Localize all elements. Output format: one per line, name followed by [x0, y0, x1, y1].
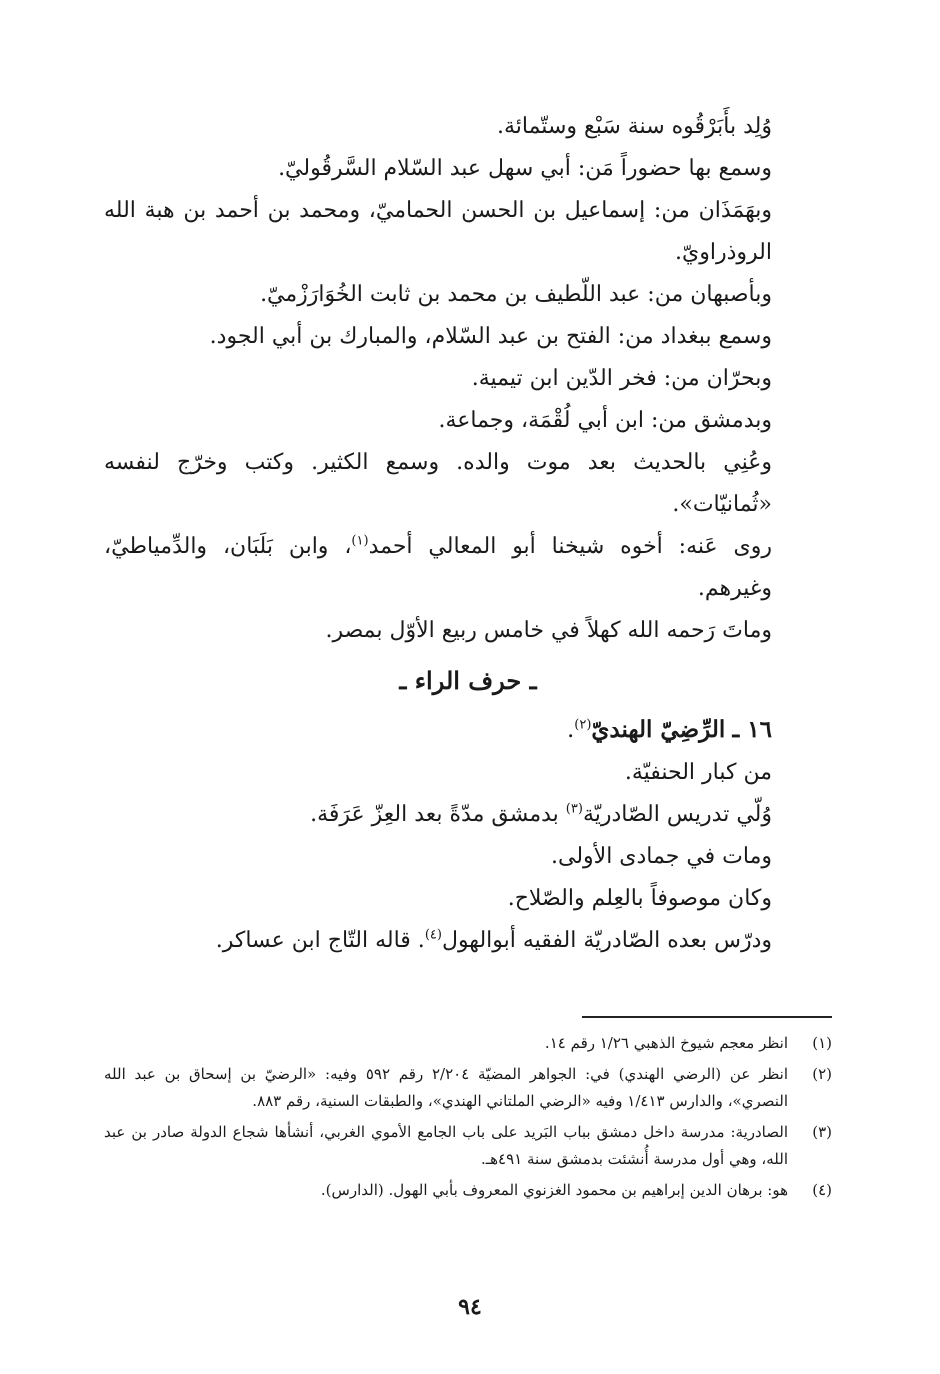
entry-line: [104, 794, 832, 836]
footnote-number: (٣): [812, 1123, 832, 1141]
footnote-divider: [582, 1016, 832, 1018]
footnote-text: انظر معجم شيوخ الذهبي ١/٢٦ رقم ١٤.: [544, 1034, 788, 1052]
riwaya-rest: ، وابن بَلَبَان، والدِّمياطيّ، وغيرهم.: [104, 534, 772, 601]
paragraph-damascus: وبدمشق من: ابن أبي لُقْمَة، وجماعة.: [438, 408, 772, 433]
entry-line-text: من كبار الحنفيّة.: [624, 760, 772, 785]
footnote-ref-1[interactable]: (١): [351, 533, 369, 549]
entry-line: [104, 836, 832, 878]
entry-title: [104, 708, 832, 752]
paragraph-isfahan: وبأصبهان من: عبد اللّطيف بن محمد بن ثابت الخُوَارَزْميّ.: [260, 282, 772, 307]
paragraph-hadith: وعُنِي بالحديث بعد موت والده. وسمع الكثير. وكتب وخرّج لنفسه «ثُمانيّات».: [104, 450, 772, 517]
paragraph-hamadan: وبهَمَذَان من: إسماعيل بن الحسن الحماميّ، ومحمد بن أحمد بن هبة الله الروذراويّ.: [104, 198, 772, 265]
footnote-ref-4[interactable]: (٤): [424, 927, 442, 943]
entry-end: .: [566, 717, 575, 743]
footnote-number: (١): [812, 1034, 832, 1052]
footnote-number: (٢): [812, 1065, 832, 1083]
paragraph-birth: وُلِد بأَبَرْقُوه سنة سَبْع وستّمائة.: [496, 114, 772, 139]
entry-line-rest: . قاله التّاج ابن عساكر.: [215, 928, 425, 953]
section-heading: ـ حرف الراء ـ: [399, 666, 537, 695]
footnote-3: [104, 1119, 832, 1173]
riwaya-text: روى عَنه: أخوه شيخنا أبو المعالي أحمد: [368, 534, 772, 559]
entry-line-text: ودرّس بعده الصّادريّة الفقيه أبوالهول: [441, 928, 772, 953]
footnote-text: الصادرية: مدرسة داخل دمشق بباب البَريد على باب الجامع الأموي الغربي، أنشأها شجاع الدولة صادر بن عبد الله، وهي أول مدرسة أُنشئت بدمشق سنة ٤٩١هـ.: [104, 1123, 788, 1168]
footnotes: [104, 1030, 832, 1208]
entry-line-text: وُلّي تدريس الصّادريّة: [582, 802, 772, 827]
footnote-text: انظر عن (الرضي الهندي) في: الجواهر المضيّة ٢/٢٠٤ رقم ٥٩٢ وفيه: «الرضيّ بن إسحاق بن عبد الله النصري»، والدارس ١/٤١٣ وفيه «الرضي الملتاني الهندي»، والطبقات السنية، رقم ٨٨٣.: [104, 1065, 789, 1110]
paragraph-narrated-by: [104, 526, 832, 610]
entry-line: [104, 752, 832, 794]
footnote-ref-2[interactable]: (٢): [574, 717, 592, 733]
footnote-2: [104, 1061, 832, 1115]
main-text: [104, 106, 832, 962]
entry-line: [104, 920, 832, 962]
entry-number: ١٦ ـ: [732, 716, 772, 743]
entry-line-text: ومات في جمادى الأولى.: [550, 844, 772, 869]
footnote-text: هو: برهان الدين إبراهيم بن محمود الغزنوي المعروف بأبي الهول. (الدارس).: [320, 1181, 788, 1199]
paragraph-death: وماتَ رَحمه الله كهلاً في خامس ربيع الأوّل بمصر.: [325, 618, 772, 643]
entry-name: الرِّضِيّ الهنديّ: [591, 716, 726, 743]
entry-line: [104, 878, 832, 920]
paragraph-baghdad: وسمع ببغداد من: الفتح بن عبد السّلام، والمبارك بن أبي الجود.: [209, 324, 772, 349]
page-number: ٩٤: [458, 1294, 482, 1320]
paragraph-heard-at: وسمع بها حضوراً مَن: أبي سهل عبد السّلام السَّرقُوليّ.: [278, 156, 772, 181]
entry-line-text: وكان موصوفاً بالعِلم والصّلاح.: [507, 886, 772, 911]
entry-line-rest: بدمشق مدّةً بعد العِزّ عَرَفَة.: [310, 802, 566, 827]
footnote-ref-3[interactable]: (٣): [565, 801, 583, 817]
paragraph-harran: وبحرّان من: فخر الدّين ابن تيمية.: [471, 366, 772, 391]
footnote-number: (٤): [812, 1181, 832, 1199]
footnote-4: [104, 1177, 832, 1204]
footnote-1: [104, 1030, 832, 1057]
